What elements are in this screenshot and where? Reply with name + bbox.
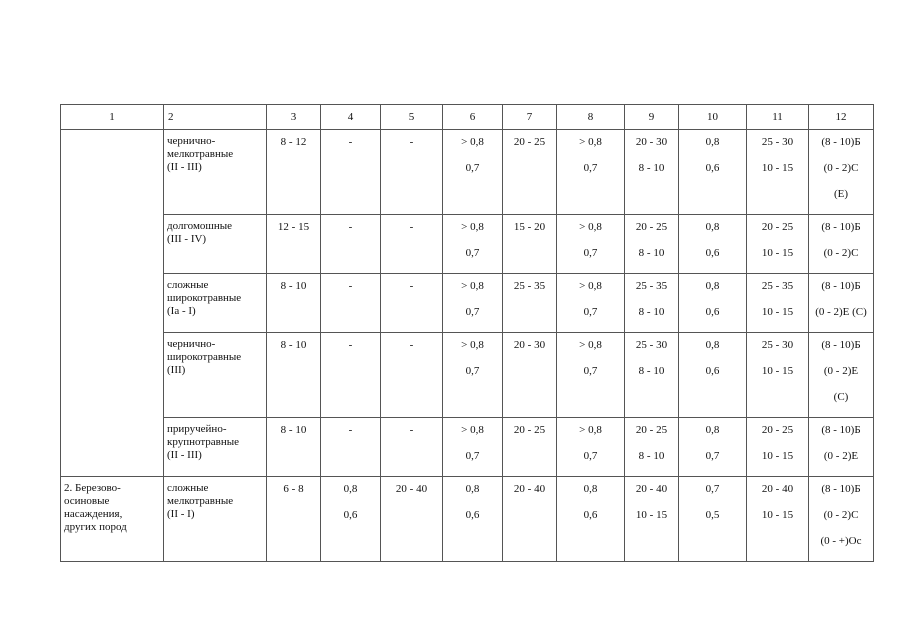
cell-value: 20 - 25	[761, 424, 794, 436]
cell-value: 8 - 10	[280, 339, 307, 351]
cell-value: (0 - 2)Е	[823, 450, 859, 462]
cell-value: 25 - 35	[635, 280, 668, 292]
cell-value: 20 - 25	[513, 136, 546, 148]
cell-value: 10 - 15	[635, 509, 668, 521]
column-header-12: 12	[809, 105, 874, 130]
cell-value: (8 - 10)Б	[821, 483, 861, 495]
value-cell-col-10	[679, 130, 747, 215]
cell-value: -	[409, 221, 414, 233]
cell-value: > 0,8	[579, 136, 602, 148]
cell-value: > 0,8	[579, 424, 602, 436]
value-cell-col-5	[381, 215, 443, 274]
value-cell-col-9	[625, 418, 679, 477]
value-cell-col-7	[503, 418, 557, 477]
column-header-4: 4	[321, 105, 381, 130]
value-cell-col-7	[503, 333, 557, 418]
cell-value: > 0,8	[579, 280, 602, 292]
cell-value: 0,6	[583, 509, 598, 521]
cell-value: (С)	[833, 391, 849, 403]
value-cell-col-9	[625, 215, 679, 274]
table-row	[61, 130, 874, 215]
column-header-9: 9	[625, 105, 679, 130]
cell-value: 25 - 30	[635, 339, 668, 351]
cell-value: 10 - 15	[761, 162, 794, 174]
value-cell-col-3	[267, 274, 321, 333]
cell-value: (0 - +)Ос	[820, 535, 862, 547]
cell-value: (0 - 2)Е (С)	[815, 306, 867, 318]
cell-value: 0,8	[705, 221, 720, 233]
cell-value: 0,6	[705, 162, 720, 174]
cell-value: 15 - 20	[513, 221, 546, 233]
cell-value: 8 - 10	[280, 280, 307, 292]
value-cell-col-8	[557, 333, 625, 418]
value-cell-col-11	[747, 333, 809, 418]
forest-type-cell: приручейно- крупнотравные (II - III)	[164, 418, 267, 477]
cell-value: 0,6	[465, 509, 480, 521]
group-label-cell: 2. Березово- осиновые насаждения, других пород	[61, 477, 164, 562]
value-cell-col-5	[381, 477, 443, 562]
column-header-11: 11	[747, 105, 809, 130]
cell-value: 0,8	[465, 483, 480, 495]
value-cell-col-12	[809, 130, 874, 215]
cell-value: 20 - 40	[395, 483, 428, 495]
value-cell-col-8	[557, 477, 625, 562]
value-cell-col-7	[503, 274, 557, 333]
value-cell-col-12	[809, 333, 874, 418]
cell-value: -	[348, 339, 353, 351]
data-table	[60, 104, 874, 562]
cell-value: -	[409, 424, 414, 436]
cell-value: (8 - 10)Б	[821, 280, 861, 292]
cell-value: (0 - 2)Е	[823, 365, 859, 377]
value-cell-col-10	[679, 477, 747, 562]
value-cell-col-5	[381, 274, 443, 333]
cell-value: 20 - 25	[513, 424, 546, 436]
cell-value: 8 - 10	[638, 450, 665, 462]
value-cell-col-8	[557, 418, 625, 477]
cell-value: > 0,8	[461, 280, 484, 292]
value-cell-col-5	[381, 130, 443, 215]
cell-value: 0,7	[465, 450, 480, 462]
cell-value: 0,8	[583, 483, 598, 495]
column-header-1: 1	[61, 105, 164, 130]
cell-value: 0,7	[583, 247, 598, 259]
value-cell-col-4	[321, 477, 381, 562]
value-cell-col-10	[679, 418, 747, 477]
column-header-7: 7	[503, 105, 557, 130]
cell-value: (0 - 2)С	[823, 247, 859, 259]
value-cell-col-9	[625, 274, 679, 333]
cell-value: 20 - 25	[635, 424, 668, 436]
value-cell-col-6	[443, 333, 503, 418]
group-label-cell	[61, 130, 164, 477]
value-cell-col-6	[443, 418, 503, 477]
cell-value: 0,6	[705, 365, 720, 377]
cell-value: 0,7	[583, 450, 598, 462]
cell-value: > 0,8	[579, 221, 602, 233]
value-cell-col-11	[747, 274, 809, 333]
value-cell-col-8	[557, 130, 625, 215]
cell-value: 0,6	[705, 306, 720, 318]
cell-value: 0,8	[343, 483, 358, 495]
value-cell-col-7	[503, 477, 557, 562]
cell-value: 12 - 15	[277, 221, 310, 233]
cell-value: 0,8	[705, 136, 720, 148]
cell-value: (0 - 2)С	[823, 509, 859, 521]
cell-value: 10 - 15	[761, 509, 794, 521]
value-cell-col-4	[321, 130, 381, 215]
cell-value: 25 - 30	[761, 136, 794, 148]
value-cell-col-12	[809, 274, 874, 333]
value-cell-col-3	[267, 333, 321, 418]
cell-value: -	[348, 280, 353, 292]
cell-value: 0,8	[705, 280, 720, 292]
column-header-10: 10	[679, 105, 747, 130]
value-cell-col-4	[321, 215, 381, 274]
header-row	[61, 105, 874, 130]
forest-type-cell: чернично- мелкотравные (II - III)	[164, 130, 267, 215]
cell-value: 10 - 15	[761, 247, 794, 259]
cell-value: 25 - 35	[761, 280, 794, 292]
table-row	[61, 333, 874, 418]
value-cell-col-3	[267, 477, 321, 562]
value-cell-col-11	[747, 130, 809, 215]
table-row	[61, 274, 874, 333]
cell-value: > 0,8	[461, 339, 484, 351]
cell-value: 8 - 12	[280, 136, 307, 148]
value-cell-col-10	[679, 333, 747, 418]
value-cell-col-9	[625, 130, 679, 215]
cell-value: 0,7	[465, 162, 480, 174]
value-cell-col-12	[809, 477, 874, 562]
forest-type-cell: сложные мелкотравные (II - I)	[164, 477, 267, 562]
value-cell-col-5	[381, 333, 443, 418]
table-row	[61, 215, 874, 274]
cell-value: (8 - 10)Б	[821, 221, 861, 233]
cell-value: 25 - 35	[513, 280, 546, 292]
cell-value: (8 - 10)Б	[821, 424, 861, 436]
cell-value: -	[409, 136, 414, 148]
cell-value: 10 - 15	[761, 306, 794, 318]
value-cell-col-5	[381, 418, 443, 477]
cell-value: > 0,8	[461, 221, 484, 233]
column-header-3: 3	[267, 105, 321, 130]
value-cell-col-10	[679, 215, 747, 274]
value-cell-col-8	[557, 274, 625, 333]
cell-value: 20 - 40	[635, 483, 668, 495]
cell-value: 8 - 10	[638, 247, 665, 259]
cell-value: -	[348, 136, 353, 148]
forest-type-cell: сложные широкотравные (Ia - I)	[164, 274, 267, 333]
value-cell-col-7	[503, 130, 557, 215]
cell-value: 0,7	[583, 306, 598, 318]
cell-value: 20 - 25	[761, 221, 794, 233]
value-cell-col-12	[809, 215, 874, 274]
cell-value: 0,7	[465, 306, 480, 318]
table-row	[61, 477, 874, 562]
value-cell-col-4	[321, 274, 381, 333]
cell-value: 0,7	[465, 365, 480, 377]
cell-value: 0,6	[705, 247, 720, 259]
column-header-5: 5	[381, 105, 443, 130]
cell-value: -	[348, 424, 353, 436]
cell-value: 20 - 25	[635, 221, 668, 233]
value-cell-col-3	[267, 418, 321, 477]
cell-value: 0,7	[583, 365, 598, 377]
value-cell-col-12	[809, 418, 874, 477]
cell-value: 6 - 8	[283, 483, 304, 495]
value-cell-col-10	[679, 274, 747, 333]
value-cell-col-3	[267, 215, 321, 274]
cell-value: 25 - 30	[761, 339, 794, 351]
value-cell-col-9	[625, 477, 679, 562]
cell-value: 0,7	[465, 247, 480, 259]
value-cell-col-11	[747, 418, 809, 477]
cell-value: 20 - 30	[635, 136, 668, 148]
cell-value: (0 - 2)С	[823, 162, 859, 174]
forest-type-cell: чернично- широкотравные (III)	[164, 333, 267, 418]
cell-value: 10 - 15	[761, 365, 794, 377]
value-cell-col-6	[443, 215, 503, 274]
forest-type-cell: долгомошные (III - IV)	[164, 215, 267, 274]
cell-value: (8 - 10)Б	[821, 339, 861, 351]
cell-value: -	[348, 221, 353, 233]
cell-value: -	[409, 280, 414, 292]
column-header-6: 6	[443, 105, 503, 130]
cell-value: > 0,8	[461, 136, 484, 148]
column-header-8: 8	[557, 105, 625, 130]
value-cell-col-4	[321, 418, 381, 477]
cell-value: 0,7	[583, 162, 598, 174]
cell-value: 20 - 30	[513, 339, 546, 351]
cell-value: 8 - 10	[638, 162, 665, 174]
cell-value: 8 - 10	[638, 306, 665, 318]
cell-value: (8 - 10)Б	[821, 136, 861, 148]
cell-value: 0,8	[705, 424, 720, 436]
cell-value: 8 - 10	[280, 424, 307, 436]
cell-value: 0,5	[705, 509, 720, 521]
value-cell-col-6	[443, 477, 503, 562]
cell-value: 0,7	[705, 483, 720, 495]
table-row	[61, 418, 874, 477]
cell-value: > 0,8	[461, 424, 484, 436]
value-cell-col-6	[443, 130, 503, 215]
cell-value: 20 - 40	[513, 483, 546, 495]
value-cell-col-3	[267, 130, 321, 215]
cell-value: 0,8	[705, 339, 720, 351]
cell-value: > 0,8	[579, 339, 602, 351]
cell-value: 10 - 15	[761, 450, 794, 462]
value-cell-col-6	[443, 274, 503, 333]
cell-value: 0,6	[343, 509, 358, 521]
value-cell-col-7	[503, 215, 557, 274]
value-cell-col-4	[321, 333, 381, 418]
column-header-2: 2	[164, 105, 267, 130]
cell-value: 0,7	[705, 450, 720, 462]
value-cell-col-11	[747, 477, 809, 562]
value-cell-col-11	[747, 215, 809, 274]
cell-value: -	[409, 339, 414, 351]
cell-value: 8 - 10	[638, 365, 665, 377]
value-cell-col-8	[557, 215, 625, 274]
value-cell-col-9	[625, 333, 679, 418]
cell-value: (Е)	[833, 188, 849, 200]
cell-value: 20 - 40	[761, 483, 794, 495]
